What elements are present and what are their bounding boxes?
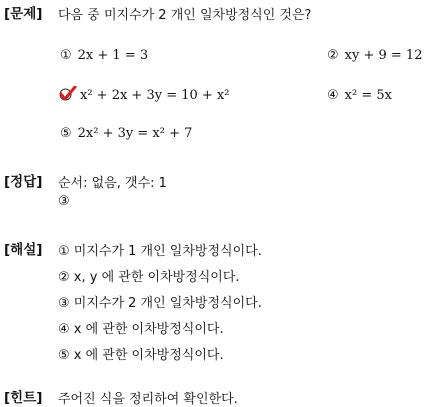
choice-5 (60, 126, 192, 141)
answer-summary: 순서: 없음, 갯수: 1 (58, 176, 167, 191)
explanation-line-3: ③ 미지수가 2 개인 일차방정식이다. (58, 296, 262, 311)
problem-label: [문제] (4, 6, 43, 22)
choice-4-expr: x² = 5x (344, 88, 392, 103)
question-text: 다음 중 미지수가 2 개인 일차방정식인 것은? (58, 8, 312, 23)
choice-4-number: ④ (327, 88, 339, 103)
explanation-line-4: ④ x 에 관한 이차방정식이다. (58, 322, 224, 337)
answer-label: [정답] (4, 174, 43, 190)
choice-5-expr: 2x² + 3y = x² + 7 (77, 126, 193, 141)
choice-2-number: ② (327, 48, 339, 63)
hint-text: 주어진 식을 정리하여 확인한다. (58, 392, 238, 407)
answer-choice: ③ (58, 194, 70, 209)
check-icon (59, 86, 77, 102)
hint-label: [힌트] (4, 390, 43, 406)
choice-1 (60, 48, 148, 63)
choice-1-expr: 2x + 1 = 3 (77, 48, 149, 63)
explanation-line-2: ② x, y 에 관한 이차방정식이다. (58, 270, 240, 285)
choice-4 (327, 88, 392, 103)
choice-1-number: ① (60, 48, 72, 63)
explanation-line-1: ① 미지수가 1 개인 일차방정식이다. (58, 244, 262, 259)
choice-5-number: ⑤ (60, 126, 72, 141)
choice-2 (327, 48, 422, 63)
explanation-line-5: ⑤ x 에 관한 이차방정식이다. (58, 348, 224, 363)
choice-3-expr: x² + 2x + 3y = 10 + x² (80, 88, 230, 103)
choice-3 (59, 86, 229, 103)
explanation-label: [해설] (4, 242, 43, 258)
choice-2-expr: xy + 9 = 12 (344, 48, 423, 63)
